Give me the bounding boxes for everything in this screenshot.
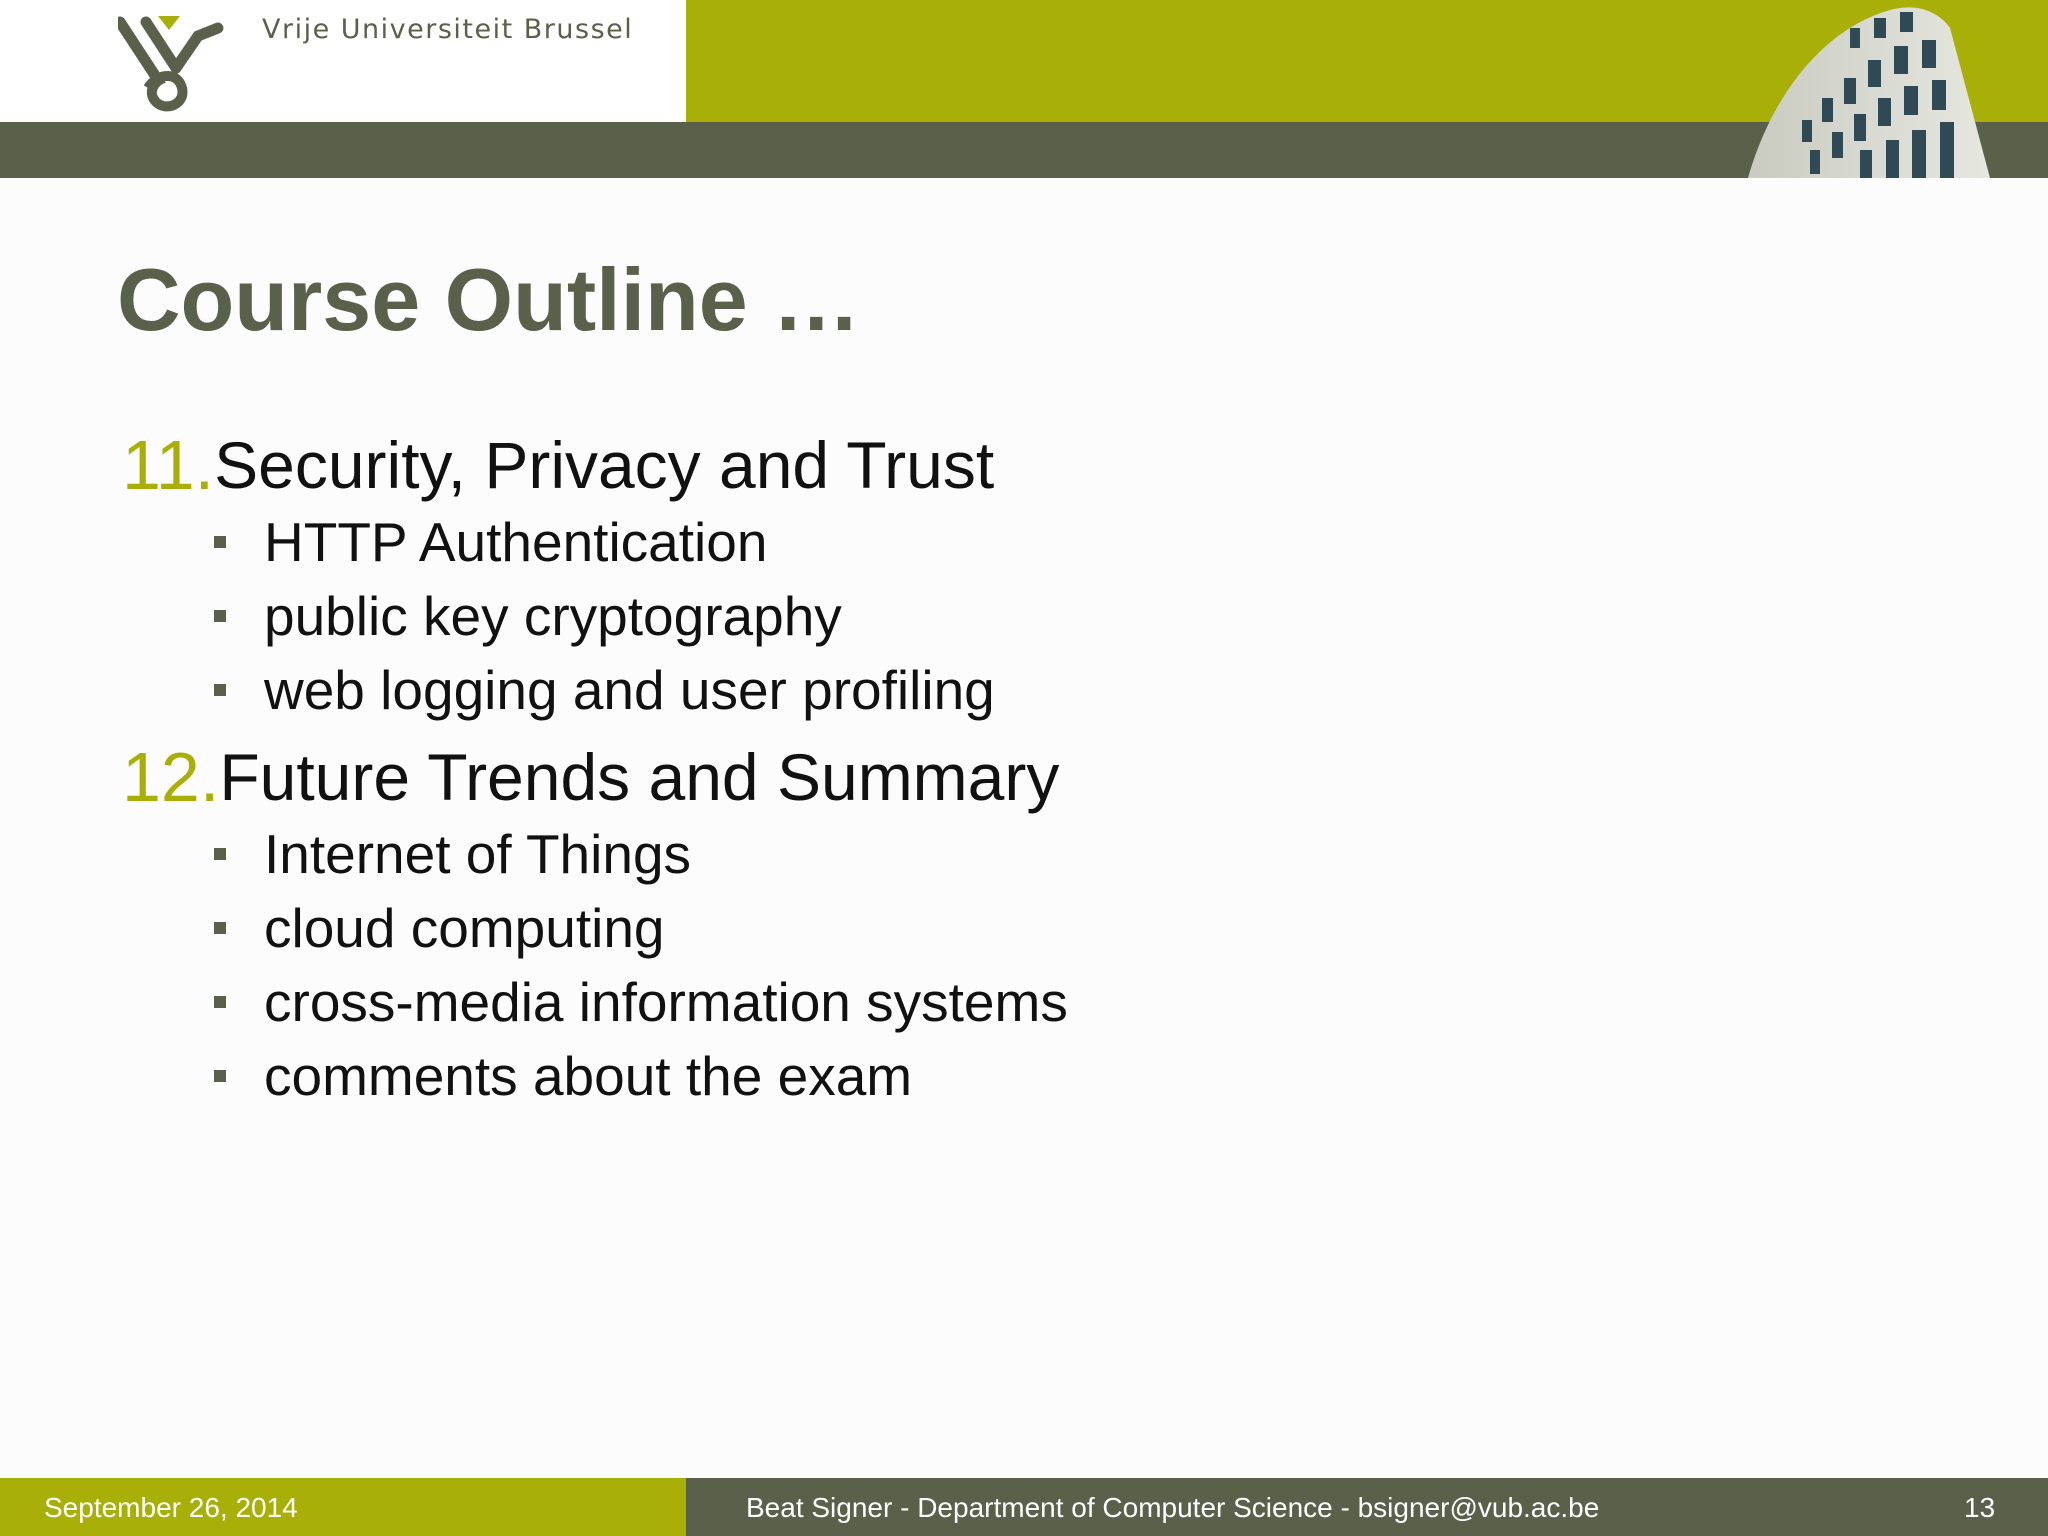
square-bullet-icon [214,922,226,934]
list-item [122,505,1522,579]
section-heading [122,737,1522,817]
bullet-text: web logging and user profiling [264,659,995,721]
bullet-text: public key cryptography [264,585,842,647]
list-item [122,891,1522,965]
section-heading [122,425,1522,505]
page-number: 13 [1964,1492,1996,1523]
outline-section [122,737,1522,1113]
bullet-text: cloud computing [264,897,665,959]
section-number: 12. [122,738,220,816]
bullet-text: comments about the exam [264,1045,913,1107]
square-bullet-icon [214,610,226,622]
list-item [122,579,1522,653]
square-bullet-icon [214,1070,226,1082]
bullet-text: Internet of Things [264,823,692,885]
square-bullet-icon [214,996,226,1008]
section-number: 11. [122,426,215,504]
square-bullet-icon [214,536,226,548]
section-title: Future Trends and Summary [219,740,1060,814]
building-photo [1740,0,2010,178]
outline-section [122,425,1522,727]
course-outline-list [122,425,1522,1123]
bullet-text: HTTP Authentication [264,511,768,573]
footer-author: Beat Signer - Department of Computer Science - bsigner@vub.ac.be [746,1492,1600,1523]
list-item [122,965,1522,1039]
bullet-list [122,817,1522,1113]
vub-logo [118,16,238,114]
section-title: Security, Privacy and Trust [214,428,995,502]
list-item [122,1039,1522,1113]
slide-title: Course Outline … [117,250,861,349]
list-item [122,817,1522,891]
list-item [122,653,1522,727]
bullet-text: cross-media information systems [264,971,1068,1033]
bullet-list [122,505,1522,727]
university-name: Vrije Universiteit Brussel [262,14,634,45]
footer-date: September 26, 2014 [44,1492,298,1523]
square-bullet-icon [214,848,226,860]
square-bullet-icon [214,684,226,696]
